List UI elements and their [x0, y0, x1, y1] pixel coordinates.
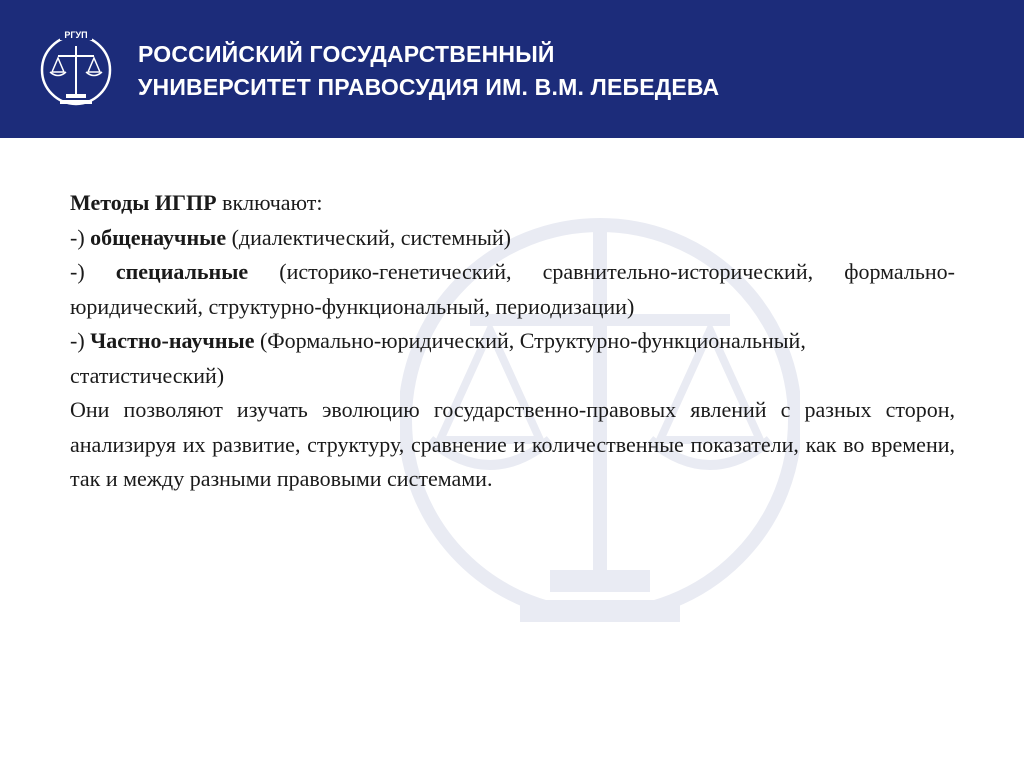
methods-heading	[70, 186, 955, 221]
method-item-special	[70, 255, 955, 324]
slide-content	[70, 186, 955, 497]
item-term: Частно-научные	[90, 328, 255, 353]
logo-abbreviation: РГУП	[64, 30, 88, 40]
item-description: (Формально-юридический, Структурно-функциональный, статистический)	[70, 328, 806, 388]
item-prefix: -)	[70, 224, 91, 250]
method-item-general	[70, 221, 955, 256]
slide-header	[0, 0, 1024, 138]
item-term: специальные	[115, 259, 249, 284]
item-prefix: -)	[70, 328, 91, 353]
summary-paragraph: Они позволяют изучать эволюцию государственно-правовых явлений с разных сторон, анализируя их развитие, структуру, сравнение и количественные показатели, как во времени, так и между разными правовыми системами.	[70, 397, 955, 491]
methods-heading-bold: Методы ИГПР	[70, 190, 217, 215]
item-term: общенаучные	[90, 224, 227, 250]
item-prefix: -)	[70, 259, 116, 284]
item-description: (историко-генетический, сравнительно-исторический, формально-юридический, структурно-функциональный, периодизации)	[70, 259, 956, 319]
item-description: (диалектический, системный)	[226, 224, 511, 250]
university-name-line1: РОССИЙСКИЙ ГОСУДАРСТВЕННЫЙ	[138, 41, 555, 67]
university-logo-icon	[38, 24, 114, 114]
methods-heading-rest: включают:	[216, 190, 323, 215]
university-name	[138, 38, 719, 104]
method-item-particular	[70, 324, 955, 393]
university-name-line2: УНИВЕРСИТЕТ ПРАВОСУДИЯ ИМ. В.М. ЛЕБЕДЕВА	[138, 74, 720, 100]
